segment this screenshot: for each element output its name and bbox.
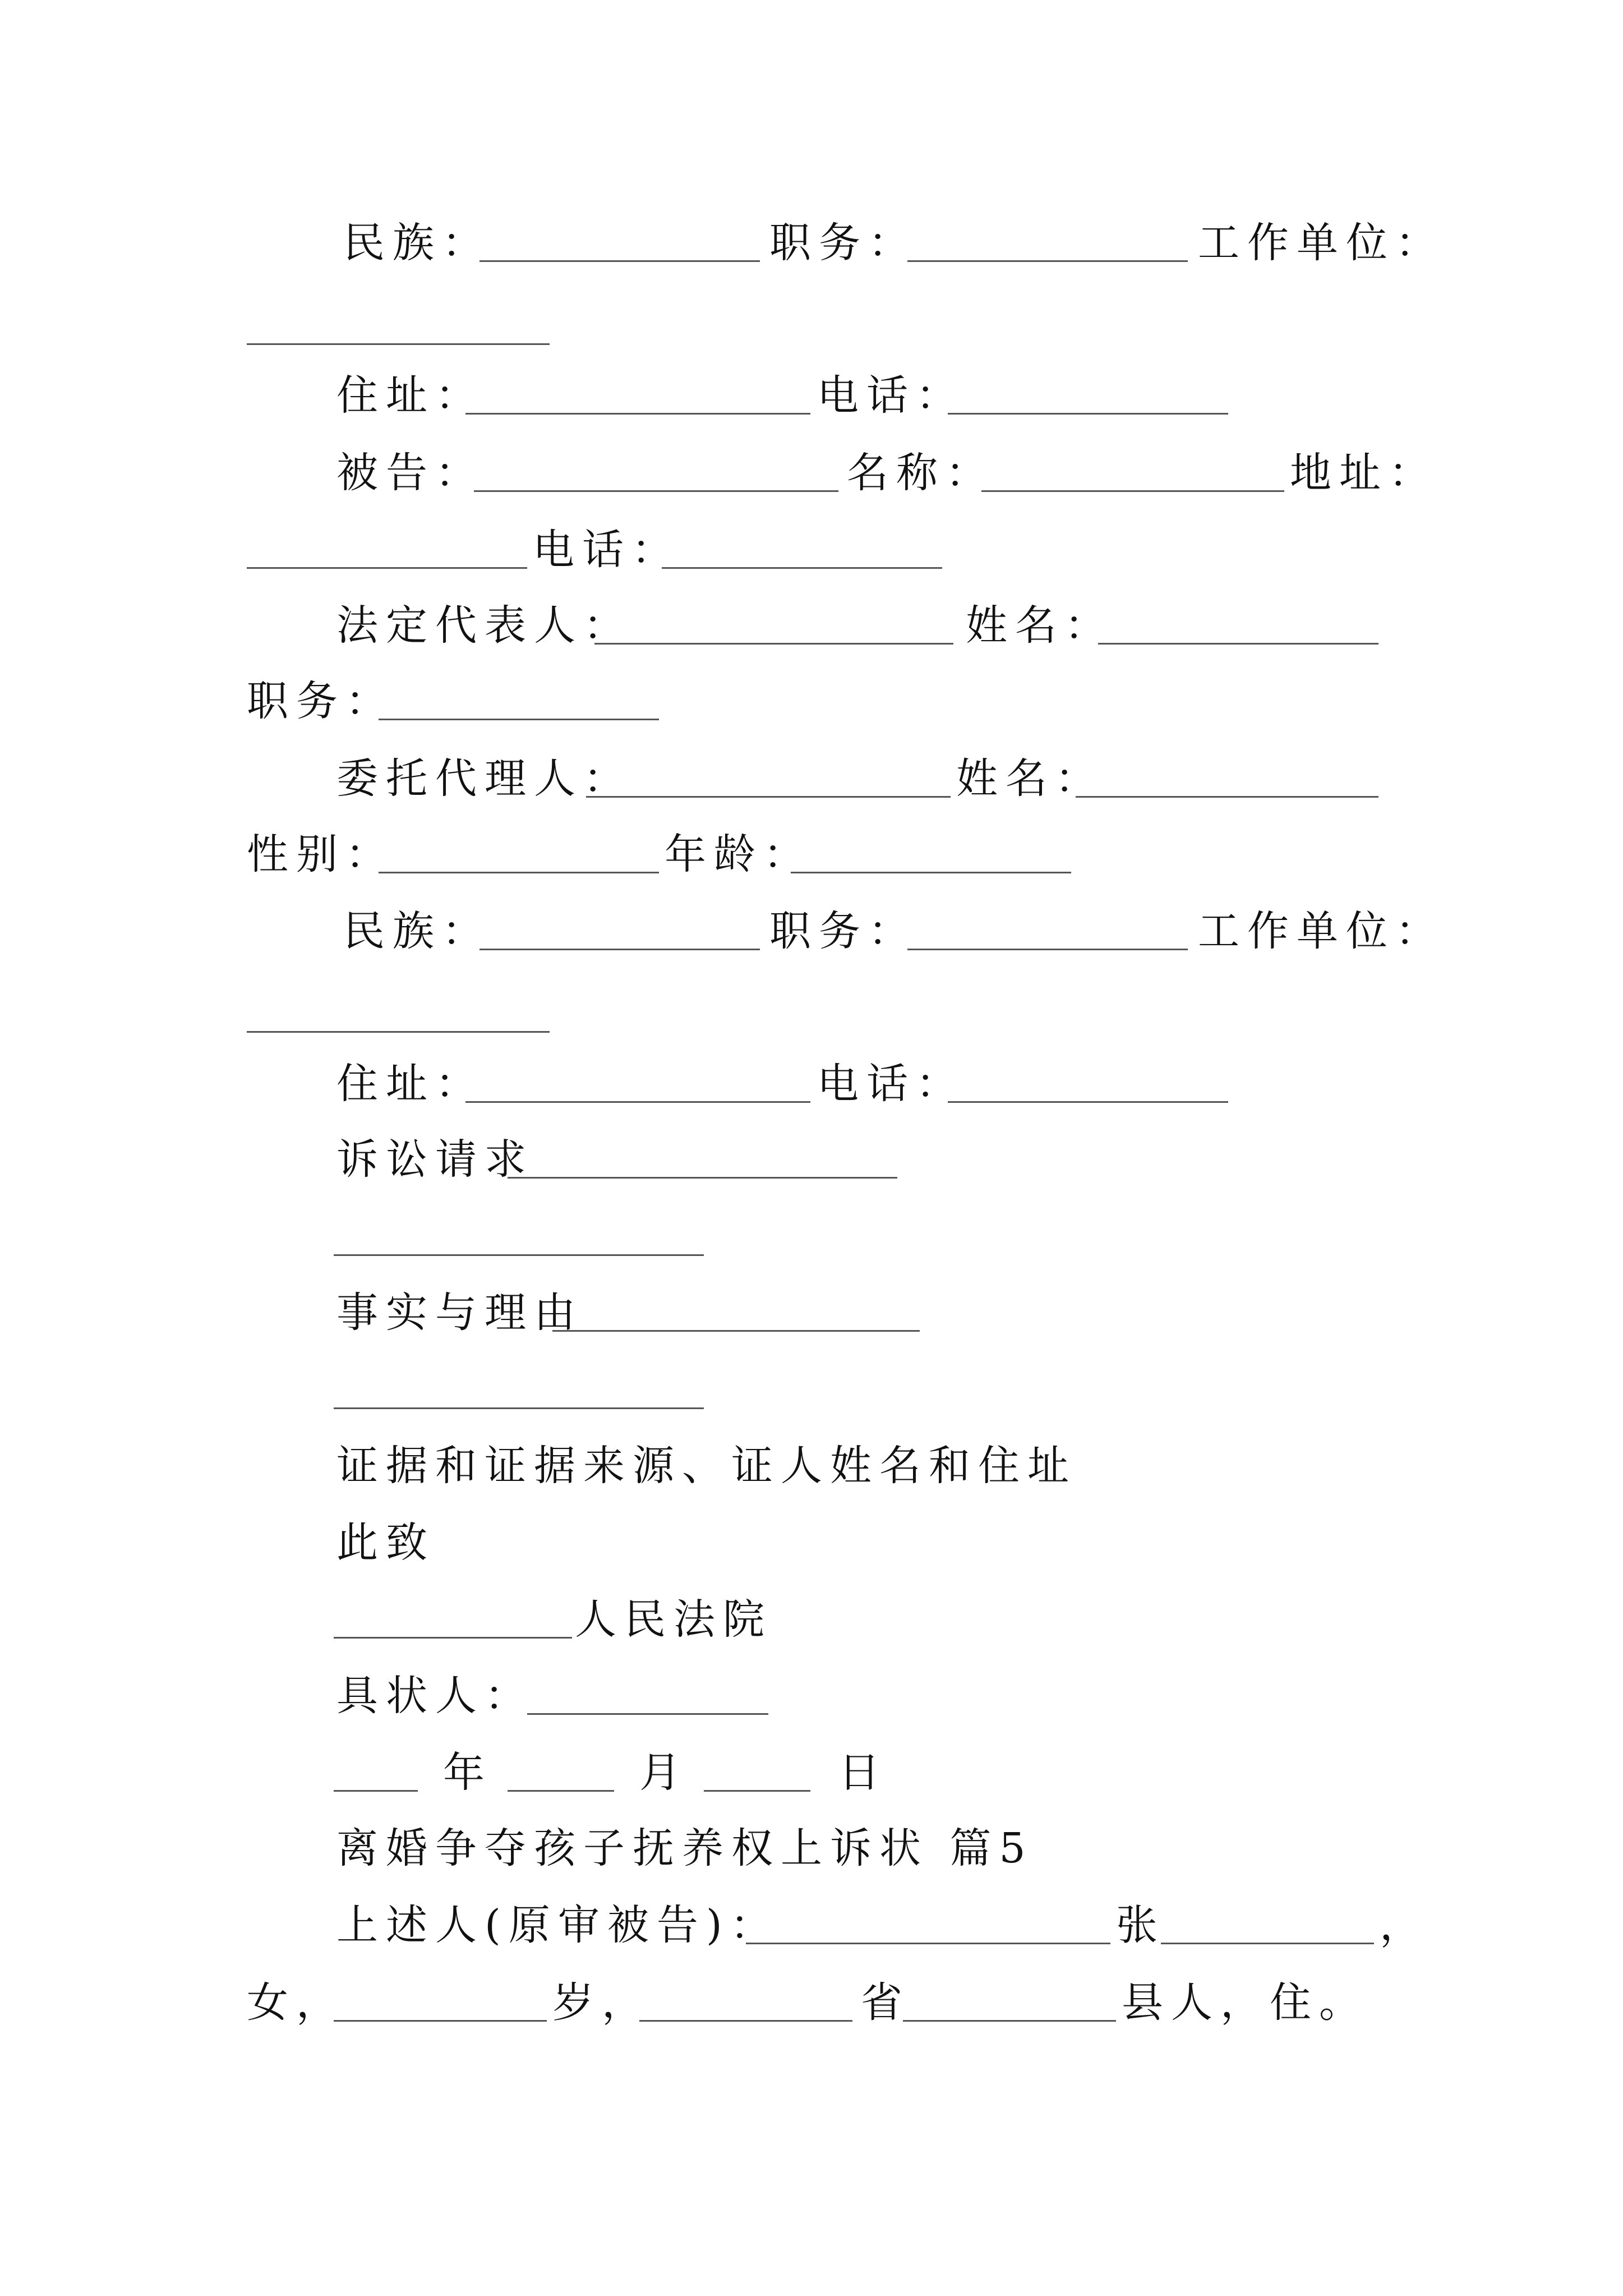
address-blank[interactable] xyxy=(465,413,810,415)
day-label: 日 xyxy=(838,1749,888,1797)
salutation-line xyxy=(0,1512,1623,1573)
position-blank[interactable] xyxy=(907,260,1188,262)
facts-blank-2[interactable] xyxy=(334,1407,704,1409)
workunit-blank[interactable] xyxy=(247,343,550,345)
agent-gender-label: 性别： xyxy=(247,830,395,878)
address-label-2: 地址： xyxy=(1290,449,1438,497)
evidence-line xyxy=(0,1435,1623,1497)
evidence-label: 证据和证据来源、证人姓名和住址 xyxy=(336,1442,1077,1490)
year-blank[interactable] xyxy=(334,1790,418,1792)
defendant-line xyxy=(0,442,1623,504)
agent-gender-line xyxy=(0,823,1623,885)
phone-blank-2[interactable] xyxy=(662,567,942,569)
name-blank[interactable] xyxy=(981,490,1284,492)
address-blank-2[interactable] xyxy=(247,567,527,569)
appellant-label: 上述人(原审被告)： xyxy=(336,1901,780,1949)
age-blank[interactable] xyxy=(334,2020,547,2022)
legal-rep-name-label: 姓名： xyxy=(966,601,1114,650)
signer-label: 具状人： xyxy=(336,1672,534,1720)
position-label: 职务： xyxy=(769,219,917,267)
facts-label: 事实与理由 xyxy=(336,1289,583,1337)
county-blank[interactable] xyxy=(903,2020,1116,2022)
claims-blank-2[interactable] xyxy=(334,1254,704,1256)
agent-phone-blank[interactable] xyxy=(948,1101,1228,1103)
agent-phone-label: 电话： xyxy=(817,1060,965,1108)
claims-line xyxy=(0,1129,1623,1190)
court-blank[interactable] xyxy=(334,1637,572,1639)
agent-blank[interactable] xyxy=(586,796,951,798)
phone-label: 电话： xyxy=(817,371,965,420)
appellant-blank[interactable] xyxy=(746,1943,1110,1944)
phone-label-2: 电话： xyxy=(533,526,681,574)
agent-ethnic-label: 民族： xyxy=(343,907,491,955)
legal-rep-position-line xyxy=(0,670,1623,732)
court-suffix: 人民法院 xyxy=(575,1595,772,1644)
agent-workunit-blank[interactable] xyxy=(247,1031,550,1033)
age-unit: 岁， xyxy=(552,1978,651,2027)
legal-rep-blank[interactable] xyxy=(594,643,953,645)
salutation: 此致 xyxy=(336,1519,435,1567)
defendant-label: 被告： xyxy=(336,449,485,497)
county-tail: 县人，住。 xyxy=(1122,1978,1368,2027)
phone-blank[interactable] xyxy=(948,413,1228,415)
day-blank[interactable] xyxy=(704,1790,810,1792)
section-title: 离婚争夺孩子抚养权上诉状 篇5 xyxy=(336,1824,1034,1872)
claims-blank[interactable] xyxy=(508,1177,897,1179)
signer-line xyxy=(0,1665,1623,1727)
section-title-line xyxy=(0,1818,1623,1879)
agent-label: 委托代理人： xyxy=(336,754,633,803)
province: 省 xyxy=(861,1978,910,2027)
legal-rep-position-blank[interactable] xyxy=(379,719,659,720)
surname: 张 xyxy=(1116,1901,1165,1949)
claims-continuation-line xyxy=(0,1206,1623,1268)
name-label: 名称： xyxy=(847,449,995,497)
defendant-blank[interactable] xyxy=(474,490,838,492)
agent-workunit-label: 工作单位： xyxy=(1198,907,1445,955)
agent-line xyxy=(0,748,1623,809)
workunit-label: 工作单位： xyxy=(1198,219,1445,267)
facts-line xyxy=(0,1282,1623,1343)
year-label: 年 xyxy=(443,1749,492,1797)
legal-rep-label: 法定代表人： xyxy=(336,601,633,650)
month-label: 月 xyxy=(639,1749,689,1797)
plaintiff-address-line xyxy=(0,365,1623,426)
legal-rep-line xyxy=(0,595,1623,656)
appellant-line xyxy=(0,1894,1623,1956)
ethnic-label: 民族： xyxy=(343,219,491,267)
agent-name-blank[interactable] xyxy=(1076,796,1378,798)
workunit-blank-line xyxy=(0,295,1623,357)
address-label: 住址： xyxy=(336,371,485,420)
agent-ethnic-line xyxy=(0,900,1623,962)
agent-address-blank[interactable] xyxy=(465,1101,810,1103)
facts-continuation-line xyxy=(0,1359,1623,1421)
plaintiff-ethnic-line xyxy=(0,212,1623,274)
female: 女， xyxy=(247,1978,345,2027)
legal-rep-position-label: 职务： xyxy=(247,677,395,725)
date-line xyxy=(0,1742,1623,1803)
comma: ， xyxy=(1380,1901,1429,1949)
agent-position-blank[interactable] xyxy=(907,949,1188,950)
defendant-phone-line xyxy=(0,519,1623,581)
agent-position-label: 职务： xyxy=(769,907,917,955)
agent-address-label: 住址： xyxy=(336,1060,485,1108)
ethnic-blank[interactable] xyxy=(479,260,760,262)
claims-label: 诉讼请求 xyxy=(336,1135,534,1184)
agent-ethnic-blank[interactable] xyxy=(479,949,760,950)
given-name-blank[interactable] xyxy=(1161,1943,1374,1944)
agent-age-blank[interactable] xyxy=(791,872,1071,873)
signer-blank[interactable] xyxy=(527,1713,768,1715)
province-blank[interactable] xyxy=(639,2020,852,2022)
agent-name-label: 姓名： xyxy=(956,754,1104,803)
agent-workunit-blank-line xyxy=(0,983,1623,1045)
month-blank[interactable] xyxy=(508,1790,614,1792)
facts-blank[interactable] xyxy=(552,1330,920,1332)
agent-age-label: 年龄： xyxy=(665,830,813,878)
court-line xyxy=(0,1589,1623,1650)
appellant-detail-line xyxy=(0,1972,1623,2033)
agent-address-line xyxy=(0,1053,1623,1115)
legal-rep-name-blank[interactable] xyxy=(1098,643,1378,645)
agent-gender-blank[interactable] xyxy=(379,872,659,873)
